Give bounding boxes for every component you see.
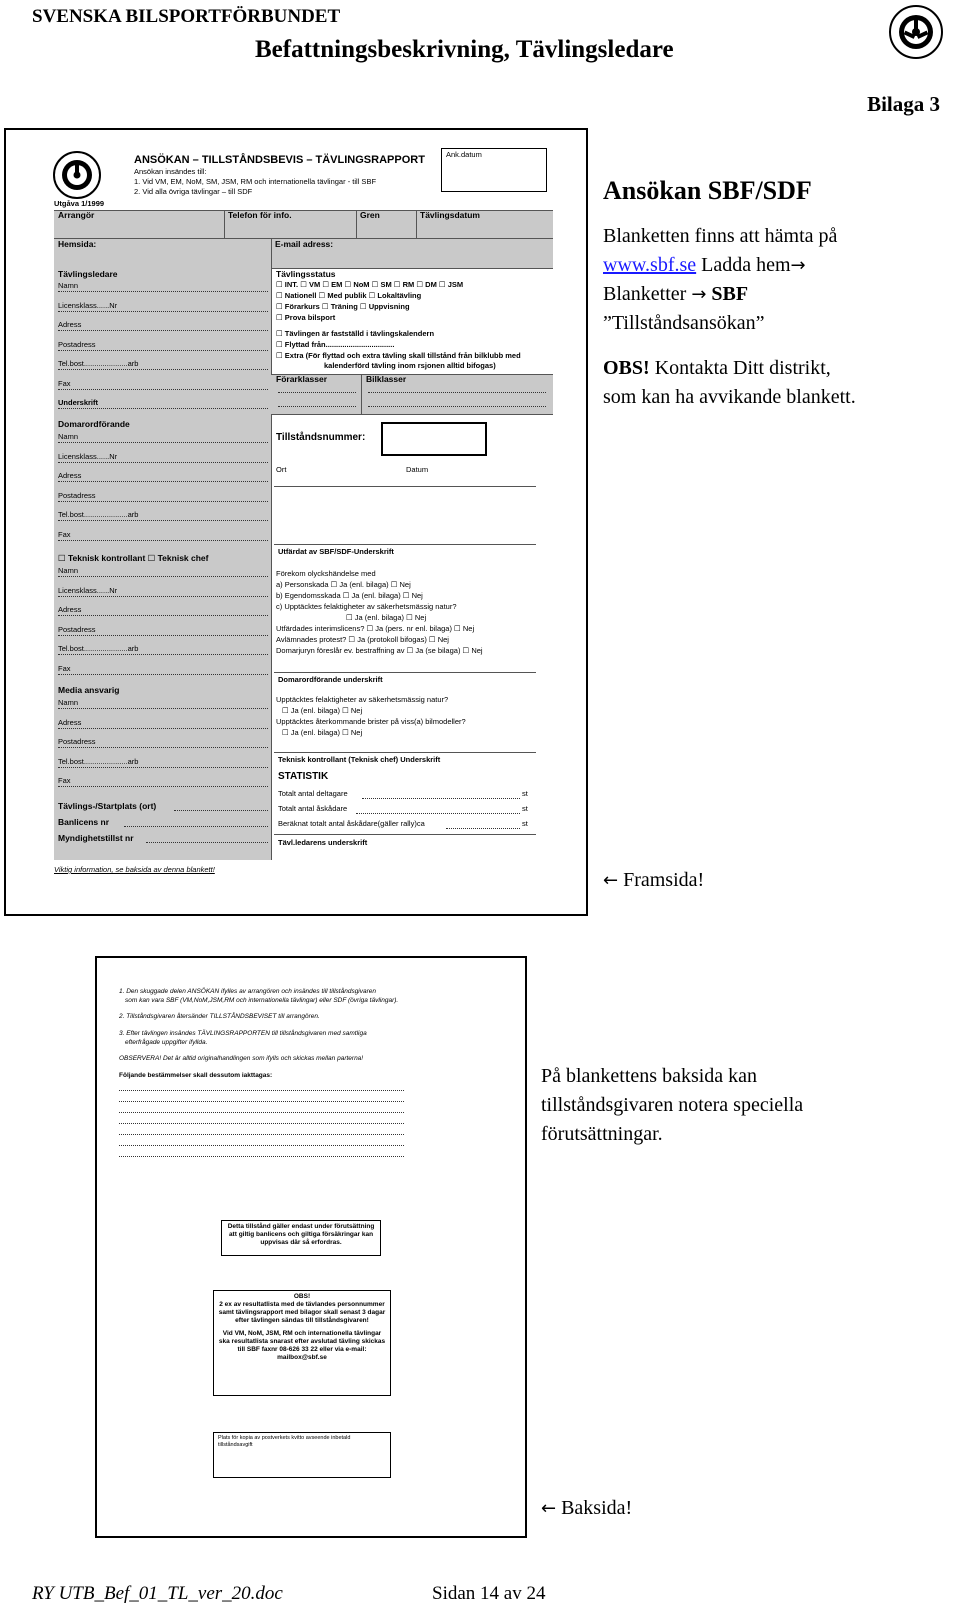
field-label: Licensklass......Nr xyxy=(58,300,118,310)
tavlingsstatus-heading: Tävlingsstatus xyxy=(276,269,336,279)
form-send-to: Ansökan insändes till: xyxy=(134,167,207,176)
tk-underskrift-label: Teknisk kontrollant (Teknisk chef) Underskrift xyxy=(278,755,441,764)
status-line-6: ☐ Flyttad från................................. xyxy=(276,340,395,349)
ank-datum-box xyxy=(441,148,547,192)
back-line-1b: som kan vara SBF (VM,NoM,JSM,RM och internationella tävlingar) eller SDF (övriga tävlingar). xyxy=(125,997,399,1004)
tl-underskrift-label: Tävl.ledarens underskrift xyxy=(278,838,368,847)
label-tavlingsdatum: Tävlingsdatum xyxy=(420,210,480,220)
field-line xyxy=(58,786,268,787)
form-title: ANSÖKAN – TILLSTÅNDSBEVIS – TÄVLINGSRAPPORT xyxy=(134,154,425,166)
field-line xyxy=(58,540,268,541)
arrow-left-icon: ← xyxy=(541,1498,557,1519)
field-label: Namn xyxy=(58,432,79,441)
back-foljande: Följande bestämmelser skall dessutom iakttagas: xyxy=(119,1072,273,1079)
field-label: Tel.bost.....................arb xyxy=(58,756,139,766)
field-label: Tel.bost.....................arb xyxy=(58,510,139,519)
field-label: Namn xyxy=(58,281,79,290)
field-line xyxy=(58,596,268,597)
field-line xyxy=(58,635,268,636)
field-label: Fax xyxy=(58,776,71,785)
stat-askadare-unit: st xyxy=(522,804,528,813)
form-line-2: 2. Vid alla övriga tävlingar – till SDF xyxy=(134,187,253,196)
question-h-answer: ☐ Ja (enl. bilaga) ☐ Nej xyxy=(282,728,363,737)
do-underskrift-label: Domarordförande underskrift xyxy=(278,675,383,684)
label-gren: Gren xyxy=(360,210,380,220)
arrow-left-icon: ← xyxy=(603,870,619,891)
status-line-7: ☐ Extra (För flyttad och extra tävling skall tillstånd från bilklubb med xyxy=(276,351,521,360)
baksida-label: ← Baksida! xyxy=(541,1497,633,1519)
back-box-obs xyxy=(213,1290,391,1396)
footer-page-number: Sidan 14 av 24 xyxy=(432,1583,546,1604)
label-email: E-mail adress: xyxy=(275,239,334,249)
field-line xyxy=(58,291,268,292)
field-label: Postadress xyxy=(58,339,96,349)
field-label: Postadress xyxy=(58,624,96,634)
field-line xyxy=(58,330,268,331)
field-label: Fax xyxy=(58,529,71,539)
download-text-1: Blanketten finns att hämta på xyxy=(603,225,838,247)
question-g-answer: ☐ Ja (enl. bilaga) ☐ Nej xyxy=(282,706,363,715)
question-b: b) Egendomsskada ☐ Ja (enl. bilaga) ☐ Nej xyxy=(276,591,423,600)
field-label: Tel.bost.....................arb xyxy=(58,644,139,653)
question-c: c) Upptäcktes felaktigheter av säkerhetsmässig natur? xyxy=(276,602,457,611)
document-title: Befattningsbeskrivning, Tävlingsledare xyxy=(255,36,674,63)
form-line-1: 1. Vid VM, EM, NoM, SM, JSM, RM och internationella tävlingar - till SBF xyxy=(134,177,377,186)
stat-rally-unit: st xyxy=(522,819,528,828)
banlicens-label: Banlicens nr xyxy=(58,817,110,827)
field-label: Adress xyxy=(58,471,82,480)
field-label: Underskrift xyxy=(58,398,99,407)
question-a: a) Personskada ☐ Ja (enl. bilaga) ☐ Nej xyxy=(276,580,411,589)
field-line xyxy=(58,462,268,463)
label-arrangor: Arrangör xyxy=(58,210,95,220)
field-line xyxy=(58,615,268,616)
field-line xyxy=(58,369,268,370)
myndighet-label: Myndighetstillst nr xyxy=(58,833,134,843)
status-line-2: ☐ Nationell ☐ Med publik ☐ Lokaltävling xyxy=(276,291,422,300)
download-text-3: Blanketter → SBF xyxy=(603,283,749,305)
question-g: Upptäcktes felaktigheter av säkerhetsmässig natur? xyxy=(276,695,449,704)
back-box-banlicens: Detta tillstånd gäller endast under förutsättning att giltig banlicens och giltiga försäkringar kan uppvisas där så erfordras. xyxy=(221,1220,381,1256)
back-line-3: 3. Efter tävlingen insändes TÄVLINGSRAPPORTEN till tillståndsgivaren med samtliga xyxy=(119,1030,367,1037)
field-label: Adress xyxy=(58,320,82,329)
field-line xyxy=(58,389,268,390)
domarordforande-heading: Domarordförande xyxy=(58,419,130,429)
field-label: Licensklass......Nr xyxy=(58,451,118,461)
org-name: SVENSKA BILSPORTFÖRBUNDET xyxy=(32,6,341,27)
stat-rally: Beräknat totalt antal åskådare(gäller rally)ca xyxy=(278,819,425,828)
field-label: Namn xyxy=(58,566,79,575)
datum-label: Datum xyxy=(406,465,429,474)
stat-askadare: Totalt antal åskådare xyxy=(278,804,348,813)
question-c-answer: ☐ Ja (enl. bilaga) ☐ Nej xyxy=(346,613,427,622)
back-line-3b: efterfrågade uppgifter ifyllda. xyxy=(125,1039,208,1046)
sbf-link[interactable]: www.sbf.se xyxy=(603,254,697,276)
status-line-1: ☐ INT. ☐ VM ☐ EM ☐ NoM ☐ SM ☐ RM ☐ DM ☐ JSM xyxy=(276,280,464,289)
field-line xyxy=(58,747,268,748)
back-box-kvitto: Plats för kopia av postverkets kvitto avseende inbetald tillståndsavgift xyxy=(213,1432,391,1478)
label-telefon: Telefon för info. xyxy=(228,210,292,220)
obs-text-2: som kan ha avvikande blankett. xyxy=(603,386,856,408)
field-label: Fax xyxy=(58,378,71,388)
field-line xyxy=(58,501,268,502)
label-hemsida: Hemsida: xyxy=(58,239,97,249)
framsida-label: ← Framsida! xyxy=(603,869,705,891)
field-line xyxy=(58,520,268,521)
field-line xyxy=(58,708,268,709)
back-text-2: tillståndsgivaren notera speciella xyxy=(541,1094,804,1116)
back-line-1: 1. Den skuggade delen ANSÖKAN ifylles av arrangören och insändes till tillståndsgivaren xyxy=(119,988,377,995)
forarklasser-label: Förarklasser xyxy=(276,374,328,384)
form-front-scan xyxy=(4,128,588,916)
statistik-heading: STATISTIK xyxy=(278,771,329,782)
question-h: Upptäcktes återkommande brister på viss(a) bilmodeller? xyxy=(276,717,466,726)
field-line xyxy=(58,350,268,351)
shaded-left-column xyxy=(54,268,271,860)
bilklasser-label: Bilklasser xyxy=(366,374,407,384)
field-label: Fax xyxy=(58,663,71,673)
olycka-label: Förekom olyckshändelse med xyxy=(276,569,376,578)
back-box-obs-text-a: 2 ex av resultatlista med de tävlandes personnummer samt tävlingsrapport med bilagor skall senast 3 dagar efter tävlingen sändas till tillståndsgivaren! xyxy=(218,1301,386,1325)
question-d: Utfärdades interimslicens? ☐ Ja (pers. nr enl. bilaga) ☐ Nej xyxy=(276,624,475,633)
arrow-right-icon: → xyxy=(790,255,806,276)
field-label: Postadress xyxy=(58,737,96,746)
tillstandsnummer-label: Tillståndsnummer: xyxy=(276,432,366,443)
field-line xyxy=(58,728,268,729)
status-line-5: ☐ Tävlingen är fastställd i tävlingskalendern xyxy=(276,329,435,338)
stat-deltagare: Totalt antal deltagare xyxy=(278,789,348,798)
tk-heading: ☐ Teknisk kontrollant ☐ Teknisk chef xyxy=(58,553,209,563)
field-line xyxy=(58,674,268,675)
back-line-2: 2. Tillståndsgivaren återsänder TILLSTÅNDSBEVISET till arrangören. xyxy=(119,1013,320,1020)
viktig-info: Viktig information, se baksida av denna blankett! xyxy=(54,865,215,874)
plats-label: Tävlings-/Startplats (ort) xyxy=(58,801,157,811)
utfardat-label: Utfärdat av SBF/SDF-Underskrift xyxy=(278,547,394,556)
ank-datum-label: Ank.datum xyxy=(446,150,482,159)
status-line-8: kalenderförd tävling inom rsjonen alltid bifogas) xyxy=(324,361,496,370)
question-e: Avlämnades protest? ☐ Ja (protokoll bifogas) ☐ Nej xyxy=(276,635,449,644)
field-line xyxy=(58,654,268,655)
status-line-3: ☐ Förarkurs ☐ Träning ☐ Uppvisning xyxy=(276,302,410,311)
question-f: Domarjuryn föreslår ev. bestraffning av ☐ Ja (se bilaga) ☐ Nej xyxy=(276,646,483,655)
back-text-1: På blankettens baksida kan xyxy=(541,1065,758,1087)
appendix-label: Bilaga 3 xyxy=(867,92,940,116)
form-logo-icon xyxy=(52,150,102,200)
back-observera: OBSERVERA! Det är alltid originalhandlingen som ifylls och skickas mellan parterna! xyxy=(119,1055,364,1062)
sbf-logo-icon xyxy=(888,4,944,60)
media-heading: Media ansvarig xyxy=(58,685,120,695)
tavlingsledare-heading: Tävlingsledare xyxy=(58,269,118,279)
ort-label: Ort xyxy=(276,465,287,474)
field-line xyxy=(58,767,268,768)
footer-filename: RY UTB_Bef_01_TL_ver_20.doc xyxy=(32,1583,283,1604)
section-heading: Ansökan SBF/SDF xyxy=(603,176,812,205)
stat-deltagare-unit: st xyxy=(522,789,528,798)
utgava: Utgåva 1/1999 xyxy=(54,199,105,208)
field-line xyxy=(58,576,268,577)
download-text-4: ”Tillståndsansökan” xyxy=(603,312,765,334)
status-line-4: ☐ Prova bilsport xyxy=(276,313,336,322)
field-line xyxy=(58,442,268,443)
download-text-2: www.sbf.se Ladda hem→ xyxy=(603,254,806,276)
form-back-scan xyxy=(95,956,527,1538)
field-label: Namn xyxy=(58,698,79,707)
field-label: Postadress xyxy=(58,490,96,500)
obs-text-1: OBS! Kontakta Ditt distrikt, xyxy=(603,357,831,379)
field-label: Tel.bost.....................arb xyxy=(58,359,139,368)
arrow-right-icon: → xyxy=(691,284,707,305)
back-box-obs-title: OBS! xyxy=(293,1293,311,1300)
field-line xyxy=(58,311,268,312)
field-label: Licensklass......Nr xyxy=(58,585,118,595)
side-text-front xyxy=(603,176,856,412)
field-label: Adress xyxy=(58,717,82,727)
back-box-obs-text-b: Vid VM, NoM, JSM, RM och internationella tävlingar ska resultatlista snarast efter avslutad tävling skickas till SBF faxnr 08-626 33 22 eller via e-mail: mailbox@sbf.se xyxy=(218,1329,386,1361)
field-line xyxy=(58,408,268,409)
tillstandsnummer-box xyxy=(381,422,487,456)
field-label: Adress xyxy=(58,605,82,614)
back-text-3: förutsättningar. xyxy=(541,1123,663,1145)
side-text-back xyxy=(541,1062,803,1149)
field-line xyxy=(58,481,268,482)
